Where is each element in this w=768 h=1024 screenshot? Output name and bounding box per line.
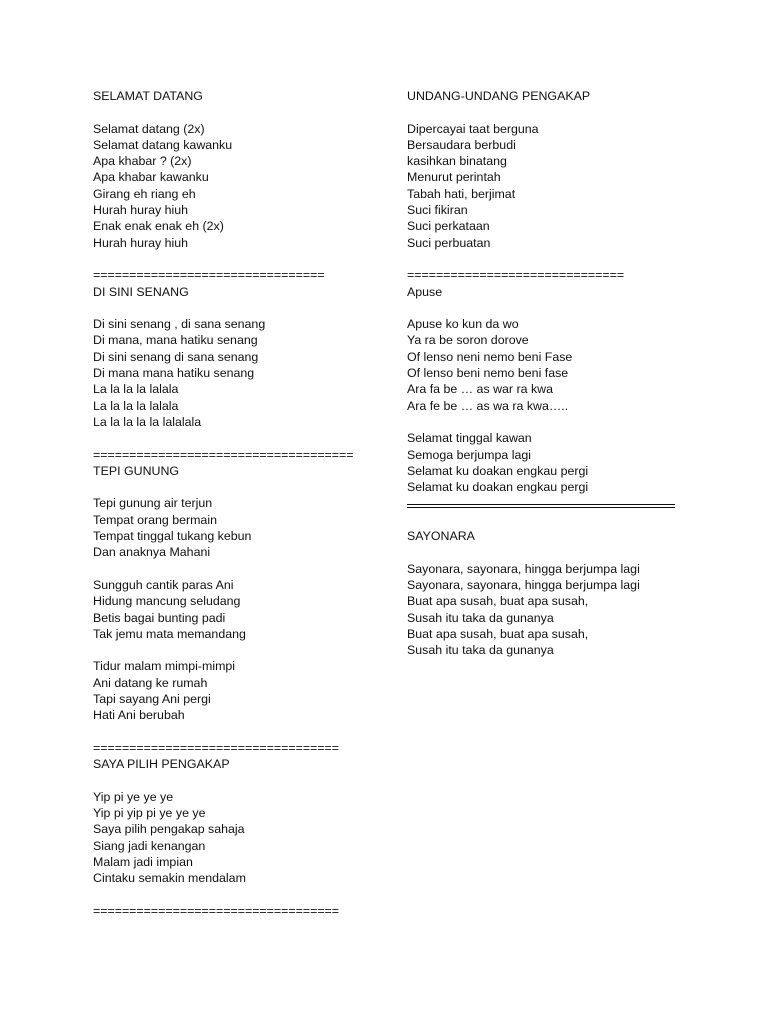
lyric-line: La la la la la lalalala <box>93 414 202 429</box>
lyric-line: Tapi sayang Ani pergi <box>93 691 211 706</box>
lyric-line: Susah itu taka da gunanya <box>407 610 554 625</box>
song-title: SAYONARA <box>407 529 475 544</box>
lyric-line: Suci perbuatan <box>407 235 491 250</box>
lyric-line: Yip pi ye ye ye <box>93 789 174 804</box>
blank-line <box>407 544 677 560</box>
lyric-line: Ya ra be soron dorove <box>407 333 529 348</box>
lyric-line: Saya pilih pengakap sahaja <box>93 822 245 837</box>
lyric-line: Ani datang ke rumah <box>93 675 208 690</box>
lyric-line: La la la la lalala <box>93 398 179 413</box>
lyric-line: Ara fe be … as wa ra kwa….. <box>407 398 569 413</box>
lyric-line: Of lenso beni nemo beni fase <box>407 366 569 381</box>
blank-line <box>93 104 383 120</box>
lyric-line: Tidur malam mimpi-mimpi <box>93 659 236 674</box>
lyric-line: Suci perkataan <box>407 219 490 234</box>
lyric-line: Ara fa be … as war ra kwa <box>407 382 553 397</box>
lyric-line: Dipercayai taat berguna <box>407 121 539 136</box>
lyric-line: Selamat ku doakan engkau pergi <box>407 480 589 495</box>
blank-line <box>93 479 383 495</box>
lyric-line: Bersaudara berbudi <box>407 137 516 152</box>
lyric-line: Tempat tinggal tukang kebun <box>93 529 252 544</box>
blank-line <box>407 251 677 267</box>
blank-line <box>93 430 383 446</box>
lyric-line: Menurut perintah <box>407 170 501 185</box>
lyric-line: Buat apa susah, buat apa susah, <box>407 594 589 609</box>
lyric-line: Selamat datang (2x) <box>93 121 205 136</box>
lyric-line: Tabah hati, berjimat <box>407 186 516 201</box>
blank-line <box>93 642 383 658</box>
lyric-line: Betis bagai bunting padi <box>93 610 226 625</box>
lyric-line: Siang jadi kenangan <box>93 838 206 853</box>
lyric-line: kasihkan binatang <box>407 154 507 169</box>
song-title: TEPI GUNUNG <box>93 463 180 478</box>
lyric-line: Hati Ani berubah <box>93 708 185 723</box>
left-column <box>93 88 383 919</box>
lyric-line: Di sini senang , di sana senang <box>93 317 266 332</box>
lyric-line: Di mana, mana hatiku senang <box>93 333 258 348</box>
blank-line <box>93 772 383 788</box>
double-rule-divider <box>407 495 677 511</box>
song-title: SELAMAT DATANG <box>93 89 203 103</box>
lyric-line: Apa khabar kawanku <box>93 170 209 185</box>
separator-line: ============================== <box>407 268 625 283</box>
lyric-line: Apa khabar ? (2x) <box>93 154 192 169</box>
lyric-line: Hurah huray hiuh <box>93 203 189 218</box>
lyric-line: Di mana mana hatiku senang <box>93 366 255 381</box>
separator-line: ==================================== <box>93 447 354 462</box>
separator-line: ================================== <box>93 903 340 918</box>
lyric-line: Yip pi yip pi ye ye ye <box>93 806 206 821</box>
separator-line: ================================== <box>93 740 340 755</box>
lyric-line: Enak enak enak eh (2x) <box>93 219 224 234</box>
lyric-line: Sayonara, sayonara, hingga berjumpa lagi <box>407 577 640 592</box>
lyric-line: Tempat orang bermain <box>93 512 217 527</box>
lyric-line: La la la la lalala <box>93 382 179 397</box>
lyric-line: Hidung mancung seludang <box>93 594 241 609</box>
right-column <box>407 88 677 658</box>
lyric-line: Tepi gunung air terjun <box>93 496 213 511</box>
lyric-line: Di sini senang di sana senang <box>93 349 259 364</box>
lyric-line: Selamat ku doakan engkau pergi <box>407 463 589 478</box>
lyric-line: Cintaku semakin mendalam <box>93 871 246 886</box>
blank-line <box>93 251 383 267</box>
blank-line <box>407 414 677 430</box>
lyric-line: Malam jadi impian <box>93 854 193 869</box>
song-title: UNDANG-UNDANG PENGAKAP <box>407 89 591 103</box>
lyric-line: Sayonara, sayonara, hingga berjumpa lagi <box>407 561 640 576</box>
separator-line: ================================ <box>93 268 325 283</box>
lyric-line: Of lenso neni nemo beni Fase <box>407 349 573 364</box>
blank-line <box>93 300 383 316</box>
song-title: SAYA PILIH PENGAKAP <box>93 757 230 772</box>
lyric-line: Tak jemu mata memandang <box>93 626 246 641</box>
lyric-line: Sungguh cantik paras Ani <box>93 577 234 592</box>
song-title: DI SINI SENANG <box>93 284 189 299</box>
lyric-line: Apuse ko kun da wo <box>407 317 519 332</box>
lyric-line: Dan anaknya Mahani <box>93 545 211 560</box>
song-title: Apuse <box>407 284 443 299</box>
blank-line <box>93 561 383 577</box>
blank-line <box>93 724 383 740</box>
blank-line <box>407 104 677 120</box>
lyric-line: Selamat tinggal kawan <box>407 431 532 446</box>
lyric-line: Hurah huray hiuh <box>93 235 189 250</box>
lyric-line: Buat apa susah, buat apa susah, <box>407 626 589 641</box>
blank-line <box>407 512 677 528</box>
lyric-line: Semoga berjumpa lagi <box>407 447 531 462</box>
lyric-line: Selamat datang kawanku <box>93 137 233 152</box>
blank-line <box>407 300 677 316</box>
lyric-line: Suci fikiran <box>407 203 468 218</box>
lyric-line: Girang eh riang eh <box>93 186 196 201</box>
blank-line <box>93 887 383 903</box>
lyric-line: Susah itu taka da gunanya <box>407 643 554 658</box>
